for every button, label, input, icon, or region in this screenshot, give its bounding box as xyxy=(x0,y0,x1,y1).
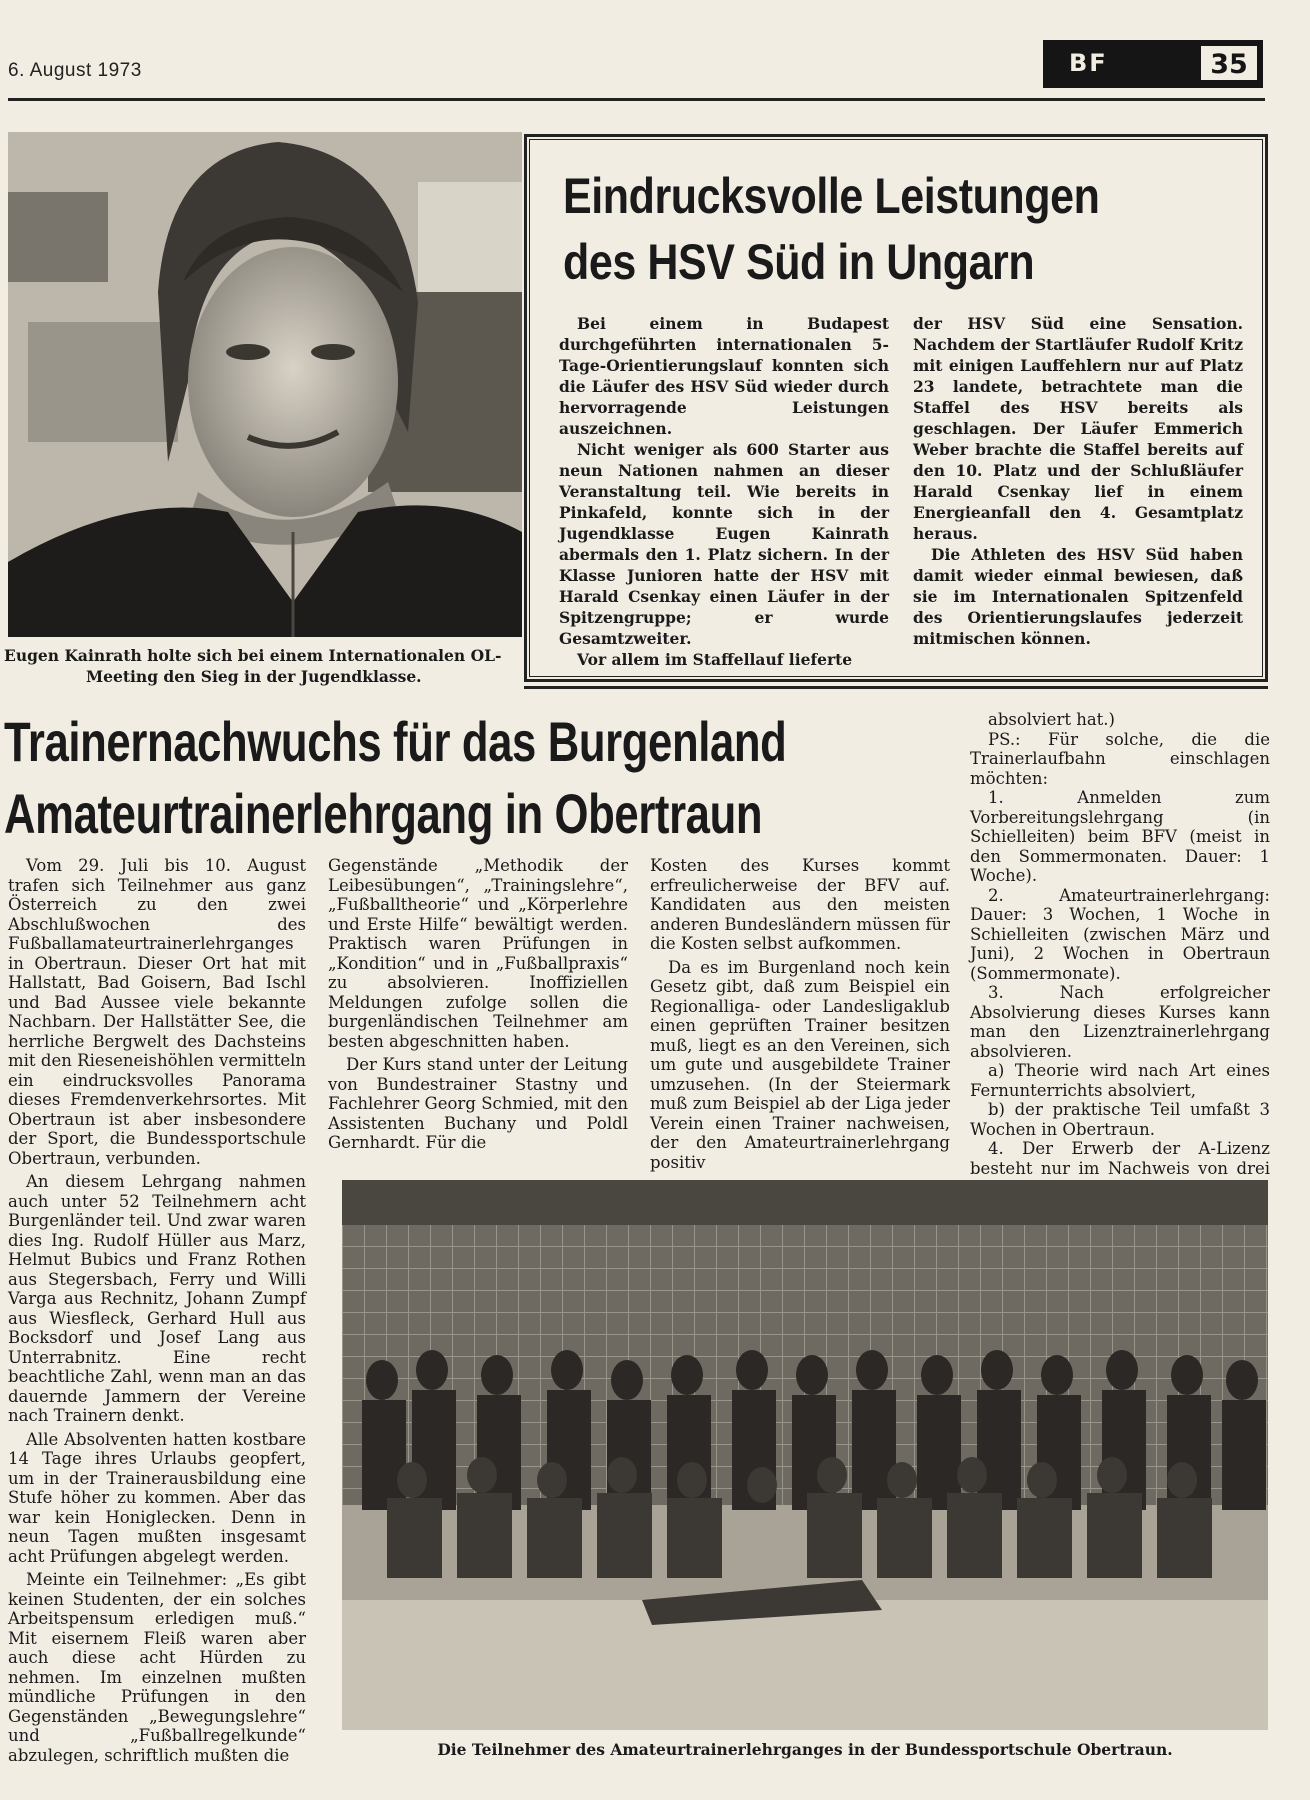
main-article-column-3 xyxy=(650,856,950,1176)
article-paragraph: Vom 29. Juli bis 10. August trafen sich Teilnehmer aus ganz Österreich zu den zwei Abschlußwochen des Fußballamateurtrainerlehrganges in Obertraun. Dieser Ort hat mit Hallstatt, Bad Goisern, Bad Ischl und Bad Aussee viele bekannte Nachbarn. Der Hallstätter See, die herrliche Bergwelt des Dachsteins mit den Rieseneishöhlen vermitteln ein eindrucksvolles Panorama dieses Fremdenverkehrsortes. Mit Obertraun ist aber insbesondere der Sport, die Bundessportschule Obertraun, verbunden. xyxy=(8,856,306,1168)
main-article-column-1 xyxy=(8,856,306,1769)
hsv-headline-line2: des HSV Süd in Ungarn xyxy=(563,234,1035,290)
hsv-headline-line1: Eindrucksvolle Leistungen xyxy=(563,168,1100,224)
masthead xyxy=(1043,40,1263,88)
article-paragraph: Gegenstände „Methodik der Leibesübungen“, „Trainingslehre“, „Fußballtheorie“ und „Körperlehre und Erste Hilfe“ bewältigt werden. Praktisch waren Prüfungen in „Kondition“ und in „Fußballpraxis“ zu absolvieren. Inoffiziellen Meldungen zufolge sollen die burgenländischen Teilnehmer am besten abgeschnitten haben. xyxy=(328,856,628,1051)
hsv-paragraph: der HSV Süd eine Sensation. Nachdem der Startläufer Rudolf Kritz mit einigen Lauffehlern nur auf Platz 23 landete, betrachtete man die Staffel des HSV bereits als geschlagen. Der Läufer Emmerich Weber brachte die Staffel bereits auf den 10. Platz und der Schlußläufer Harald Csenkay lief in einem Energieanfall den 4. Gesamtplatz heraus. xyxy=(913,314,1243,543)
hsv-article-box xyxy=(524,134,1268,682)
main-headline-line1: Trainernachwuchs für das Burgenland xyxy=(4,710,787,773)
article-paragraph: An diesem Lehrgang nahmen auch unter 52 Teilnehmern acht Burgenländer teil. Und zwar waren dies Ing. Rudolf Hüller aus Marz, Helmut Bubics und Franz Rothen aus Stegersbach, Ferry und Willi Varga aus Rechnitz, Johann Zumpf aus Wiesfleck, Gerhard Hull aus Bocksdorf und Josef Lang aus Unterrabnitz. Eine recht beachtliche Zahl, wenn man an das dauernde Jammern der Vereine nach Trainern denkt. xyxy=(8,1172,306,1425)
header-rule xyxy=(8,98,1265,101)
hsv-paragraph: Nicht weniger als 600 Starter aus neun Nationen nahmen an dieser Veranstaltung teil. Wie bereits in Pinkafeld, konnte sich in der Jugendklasse Eugen Kainrath abermals den 1. Platz sichern. In der Klasse Junioren hatte der HSV mit Harald Csenkay einen Läufer in der Spitzengruppe; er wurde Gesamtzweiter. xyxy=(559,440,889,648)
hsv-paragraph: Vor allem im Staffellauf lieferte xyxy=(577,650,853,669)
article-paragraph: Kosten des Kurses kommt erfreulicherweise der BFV auf. Kandidaten aus den meisten anderen Bundesländern müssen für die Kosten selbst aufkommen. xyxy=(650,856,950,953)
article-paragraph: PS.: Für solche, die die Trainerlaufbahn einschlagen möchten: xyxy=(970,729,1270,788)
hsv-article-column-2 xyxy=(913,313,1243,649)
article-list-item: 1. Anmelden zum Vorbereitungslehrgang (in Schielleiten) beim BFV (meist in den Sommermonaten. Dauer: 1 Woche). xyxy=(970,788,1270,885)
article-list-item: 2. Amateurtrainerlehrgang: Dauer: 3 Wochen, 1 Woche in Schielleiten (zwischen März und Juni), 2 Wochen in Obertraun (Sommermonate). xyxy=(970,885,1270,983)
section-rule xyxy=(524,686,1268,689)
group-photo xyxy=(342,1180,1268,1730)
article-paragraph: Alle Absolventen hatten kostbare 14 Tage ihres Urlaubs geopfert, um in der Trainerausbildung eine Stufe höher zu kommen. Aber das war kein Honiglecken. Denn in neun Tagen mußten insgesamt acht Prüfungen abgelegt werden. xyxy=(8,1429,306,1566)
hsv-paragraph: Die Athleten des HSV Süd haben damit wieder einmal bewiesen, daß sie im Internationalen Spitzenfeld des Orientierungslaufes jederzeit mitmischen können. xyxy=(913,545,1243,648)
hsv-article-headline xyxy=(563,163,1156,295)
main-headline-line2: Amateurtrainerlehrgang in Obertraun xyxy=(4,782,763,845)
article-paragraph: absolviert hat.) xyxy=(988,710,1115,729)
hsv-article-column-1 xyxy=(559,313,889,670)
article-paragraph: Da es im Burgenland noch kein Gesetz gibt, daß zum Beispiel ein Regionalliga- oder Landesligaklub einen geprüften Trainer besitzen muß, liegt es an den Vereinen, sich um gute und ausgebildete Trainer umzusehen. (In der Steiermark muß zum Beispiel ab der Liga jeder Verein einen Trainer nachweisen, der den Amateurtrainerlehrgang positiv xyxy=(650,957,950,1172)
article-list-item: 4. Der Erwerb der A-Lizenz besteht nur im Nachweis von drei xyxy=(970,1139,1270,1178)
article-paragraph: Meinte ein Teilnehmer: „Es gibt keinen Studenten, der ein solches Arbeitspensum erledigen muß.“ Mit eisernem Fleiß waren aber auch diese acht Hürden zu nehmen. Im einzelnen mußten mündliche Prüfungen in den Gegenständen „Bewegungslehre“ und „Fußballregelkunde“ abzulegen, schriftlich mußten die xyxy=(8,1570,306,1765)
page-number: 35 xyxy=(1199,44,1259,82)
portrait-caption xyxy=(4,645,524,687)
portrait-caption-line1: Eugen Kainrath holte sich bei einem Internationalen OL- xyxy=(4,646,502,665)
article-paragraph: Der Kurs stand unter der Leitung von Bundestrainer Stastny und Fachlehrer Georg Schmied, mit den Assistenten Buchany und Poldl Gernhardt. Für die xyxy=(328,1055,628,1152)
article-list-item: a) Theorie wird nach Art eines Fernunterrichts absolviert, xyxy=(970,1061,1270,1100)
article-list-item: 3. Nach erfolgreicher Absolvierung dieses Kurses kann man den Lizenztrainerlehrgang absolvieren. xyxy=(970,983,1270,1061)
issue-date: 6. August 1973 xyxy=(8,60,142,81)
portrait-photo xyxy=(8,132,522,637)
masthead-logo: BF xyxy=(1069,49,1108,77)
main-article-column-4 xyxy=(970,710,1270,1198)
hsv-paragraph: Bei einem in Budapest durchgeführten internationalen 5-Tage-Orientierungslauf konnten sich die Läufer des HSV Süd wieder durch hervorragende Leistungen auszeichnen. xyxy=(559,314,889,438)
portrait-caption-line2: Meeting den Sieg in der Jugendklasse. xyxy=(86,667,422,686)
article-list-item: b) der praktische Teil umfaßt 3 Wochen in Obertraun. xyxy=(970,1100,1270,1139)
group-photo-caption: Die Teilnehmer des Amateurtrainerlehrganges in der Bundessportschule Obertraun. xyxy=(437,1740,1173,1759)
main-article-column-2 xyxy=(328,856,628,1157)
